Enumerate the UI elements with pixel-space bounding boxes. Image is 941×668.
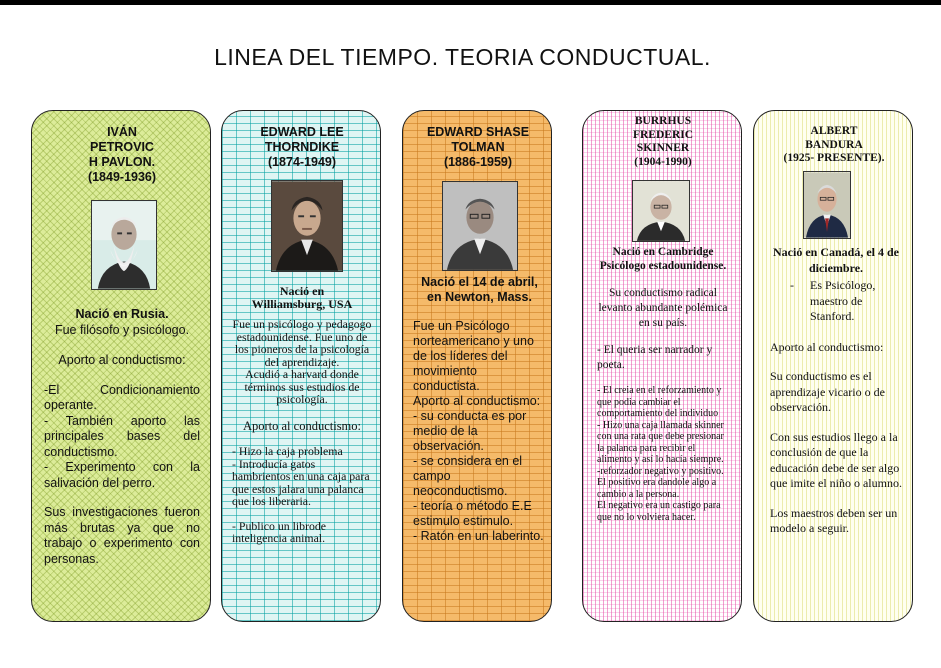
body-line: Aporto al conductismo: [770,339,884,354]
header-line: TOLMAN [451,140,505,154]
card-header [403,125,552,170]
body-line: Aporto al conductismo: [242,418,362,433]
card-header [32,125,211,185]
body-line: - su conducta es por medio de la observación. [413,409,527,453]
body-line: Fue un psicólogo y pedagogo estadounidense. Fue uno de los pioneros de la psicología del aprendizaje. [232,317,372,369]
card-header [583,115,742,169]
top-border [0,0,941,5]
card-body [770,245,902,537]
body-line: - También aporto las principales bases del conductismo. [44,413,200,459]
header-line: (1874-1949) [267,155,337,169]
body-line: - teoría o método E.E estimulo estimulo. [413,499,532,528]
header-line: FREDERIC [632,128,694,141]
portrait-thorndike [271,180,343,272]
body-line: Aporto al conductismo: [58,353,186,367]
body-line: Aporto al conductismo: [413,394,541,408]
body-line: -reforzador negativo y positivo. [597,465,724,477]
body-line: Fue un Psicólogo norteamericano y uno de los líderes del movimiento conductista. [413,319,534,393]
body-line: - se considera en el campo neoconductismo. [413,454,523,498]
body-line: - El creia en el reforzamiento y que podia cambiar el comportamiento del individuo [597,385,722,419]
body-line: El positivo era dandole algo a cambio a la persona. [597,477,717,500]
header-line: THORNDIKE [264,140,340,154]
body-line: El negativo era un castigo para que no lo volviera hacer. [597,500,721,523]
card-body [413,275,546,544]
body-line: Fue filósofo y psicólogo. [54,322,190,337]
portrait-pavlov [91,200,157,290]
body-line: - Hizo la caja problema [232,444,343,458]
body-line: Acudió a harvard donde términos sus estudios de psicología. [244,367,360,406]
header-line: BURRHUS [634,115,692,127]
card-pavlov [31,110,211,622]
card-body [597,245,729,523]
bullet-item [770,278,902,325]
body-line: - Introducía gatos hambrientos en una caja para que estos jalara una palanca que los liberaria. [232,456,370,508]
bullet-dash-icon: - [790,278,794,292]
body-line: Su conductismo es el aprendizaje vicario o de observación. [770,369,885,414]
body-line: - Ratón en un laberinto. [413,529,544,543]
body-line: - Experimento con la salivación del perro. [44,460,200,490]
header-line: (1886-1959) [443,155,513,169]
header-line: (1904-1990) [634,155,692,168]
card-tolman [402,110,552,622]
bullet-text: Es Psicólogo, maestro de Stanford. [810,278,876,323]
card-skinner [582,110,742,622]
header-line: EDWARD LEE [260,125,344,139]
page-title: LINEA DEL TIEMPO. TEORIA CONDUCTUAL. [214,44,711,70]
body-line: Su conductismo radical levanto abundante polémica en su país. [598,287,728,329]
header-line: BANDURA [805,138,863,151]
born-text: Nació en Canadá, el 4 de diciembre. [773,245,899,275]
body-line: Sus investigaciones fueron más brutas ya que no trabajo o experimento con personas. [44,505,200,566]
body-line: Los maestros deben ser un modelo a seguir. [770,505,898,535]
portrait-bandura [803,171,851,239]
card-body [44,307,200,567]
header-line: SKINNER [636,142,690,154]
card-header [754,125,913,166]
body-line: -El Condicionamiento operante. [44,382,200,412]
body-line: Con sus estudios llego a la conclusión de que la educación debe de ser algo que imite el niño o alumno. [770,429,902,490]
card-thorndike [221,110,381,622]
card-header [222,125,381,170]
born-text: Nació en Cambridge Psicólogo estadounidense. [599,246,727,272]
body-line: - El queria ser narrador y poeta. [597,344,713,371]
header-line: (1925- PRESENTE). [783,152,885,164]
header-line: (1849-1936) [87,170,157,184]
born-text: Nació en Williamsburg, USA [251,284,353,311]
born-text: Nació el 14 de abril, en Newton, Mass. [421,275,538,304]
header-line: IVÁN [107,125,137,139]
header-line: EDWARD SHASE [426,125,530,139]
header-line: H PAVLON. [88,155,156,169]
body-line: - Publico un librode inteligencia animal. [232,518,327,545]
header-line: ALBERT [810,125,858,137]
born-text: Nació en Rusia. [75,307,169,321]
card-bandura [753,110,913,622]
card-body [232,285,372,545]
portrait-skinner [632,180,690,242]
portrait-tolman [442,181,518,271]
header-line: PETROVIC [90,140,154,154]
body-line: - Hizo una caja llamada skinner con una rata que debe presionar la palanca para recibir el alimento y así lo hacía siempre. [597,419,724,465]
